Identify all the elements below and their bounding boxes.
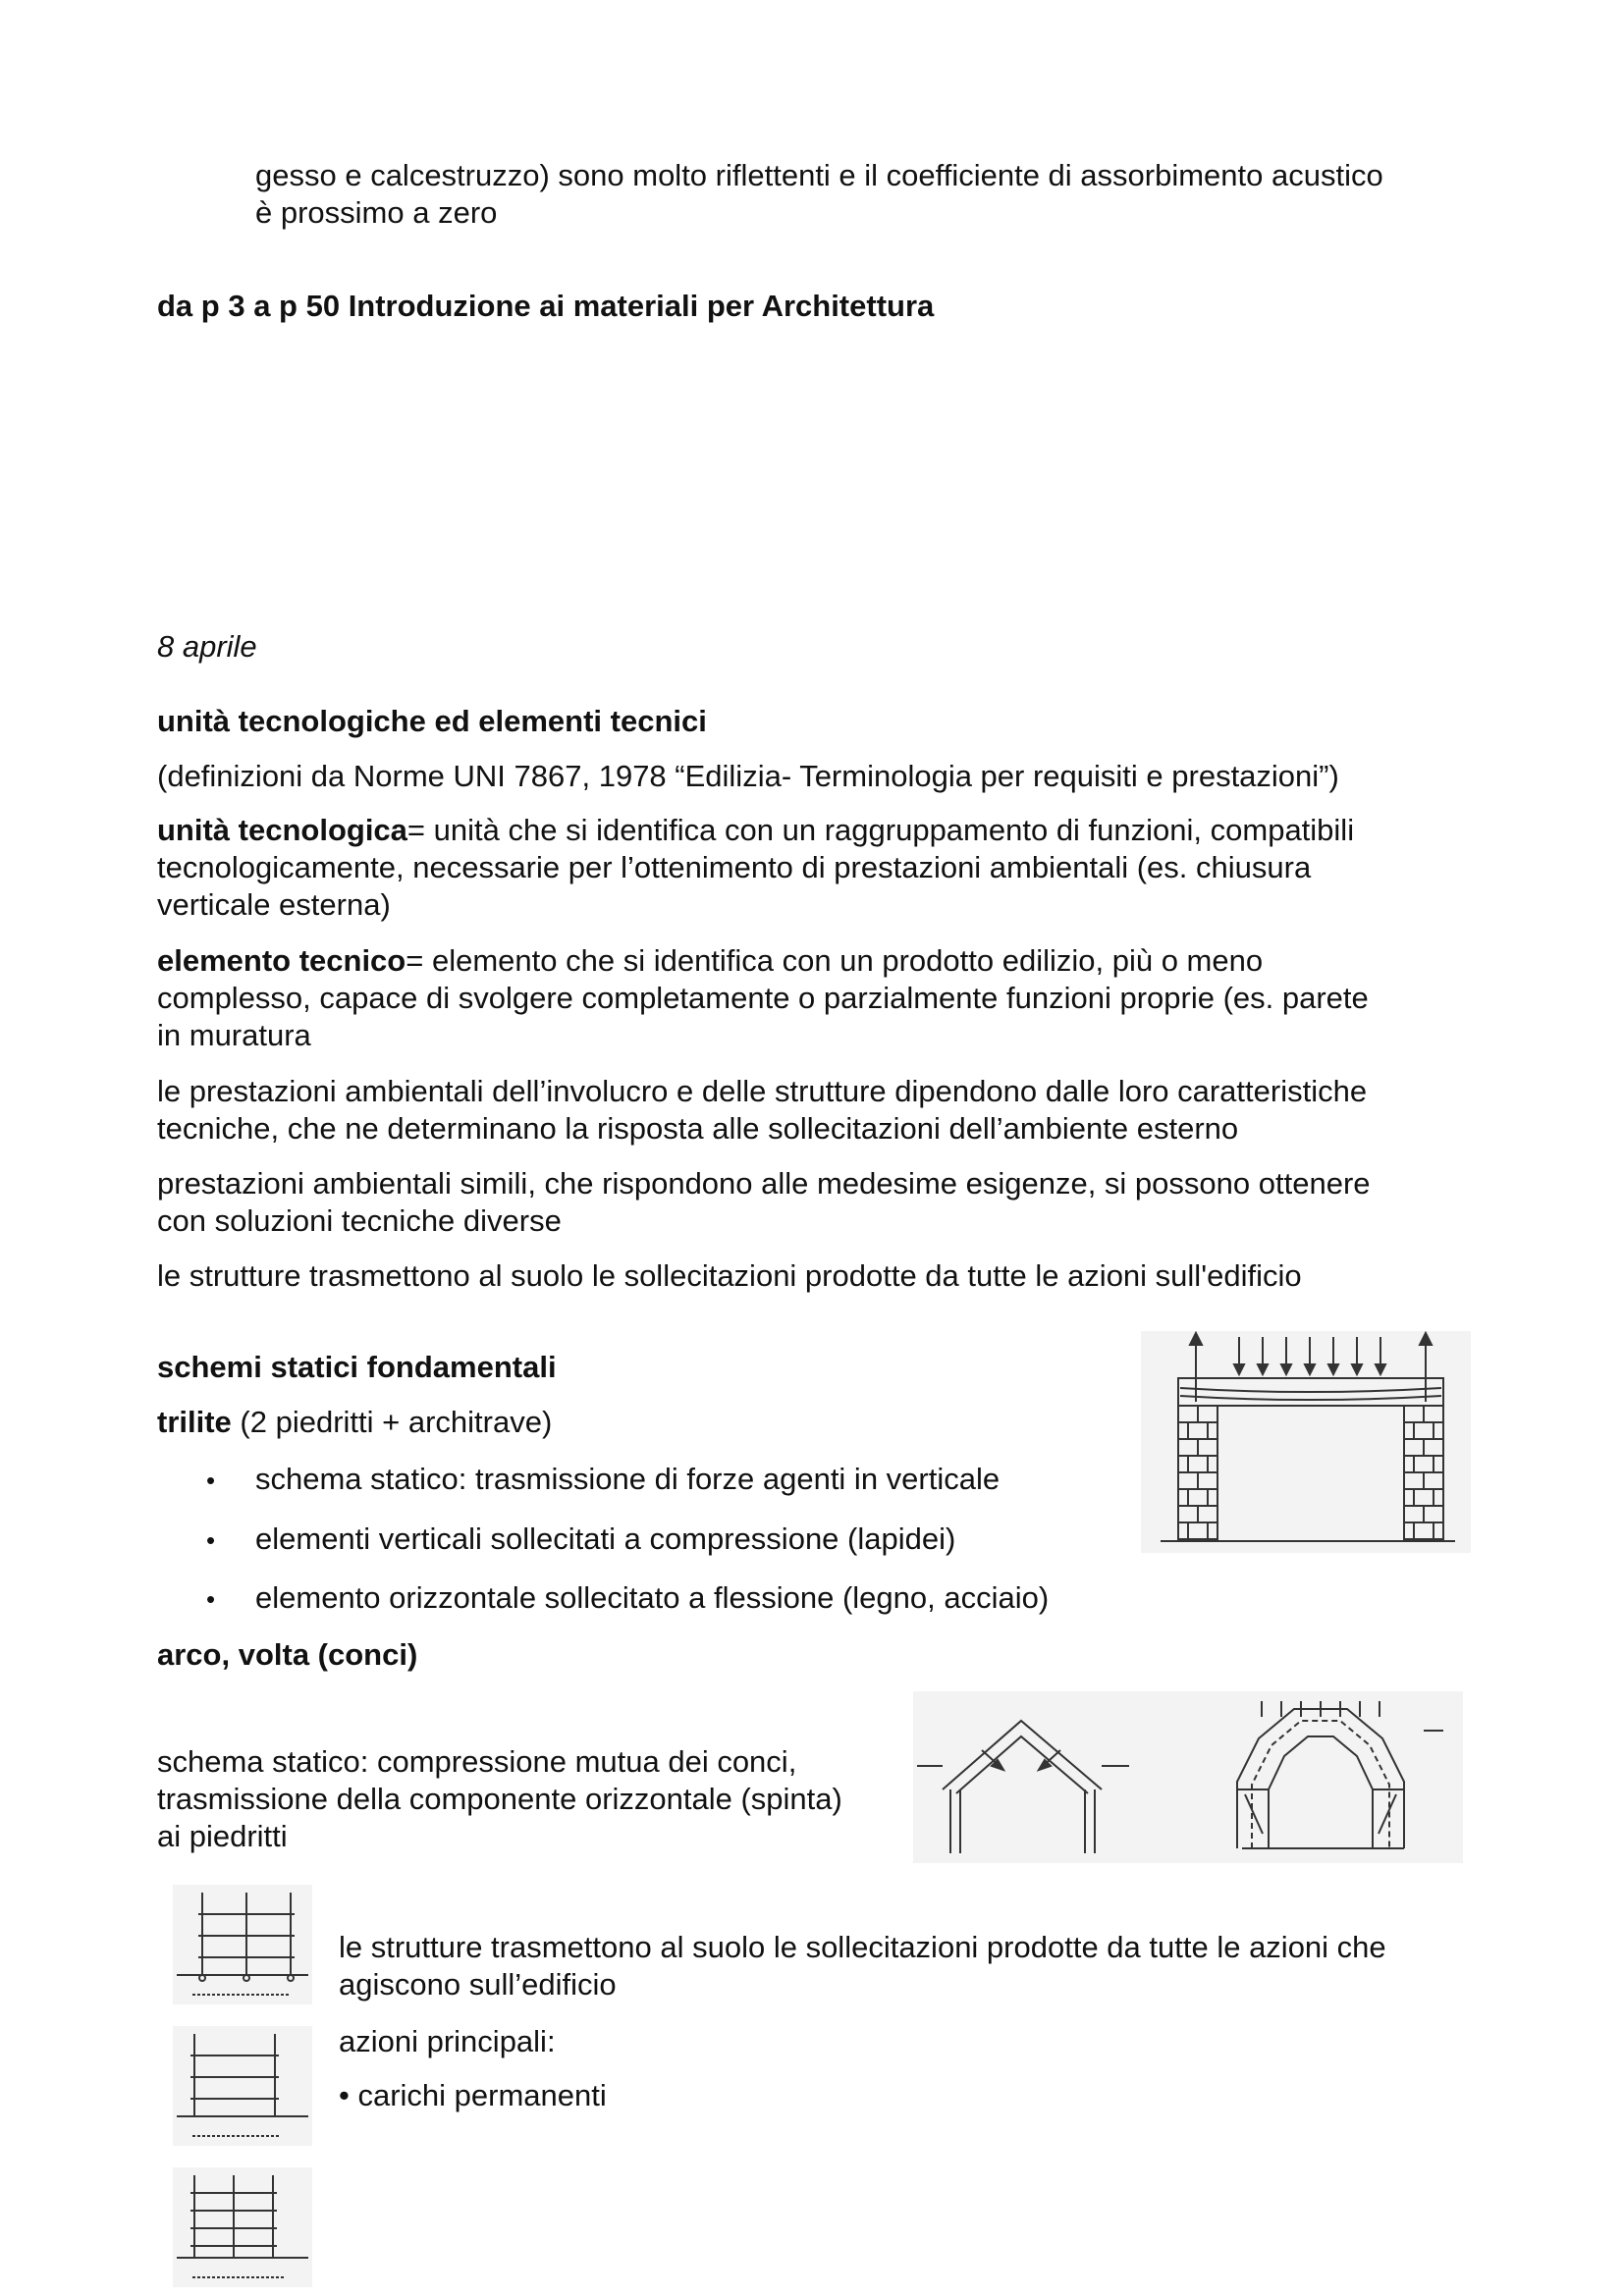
unit-definition-line-1: [157, 812, 1354, 849]
trilite-line: [157, 1404, 552, 1441]
frame-figure-1: [173, 1885, 312, 2004]
frame-diagram-1: [173, 1885, 312, 2004]
performance-line-2: tecniche, che ne determinano la risposta alle sollecitazioni dell’ambiente esterno: [157, 1111, 1239, 1146]
arch-line-2: trasmissione della componente orizzontale (spinta): [157, 1782, 842, 1816]
intro-line-1: gesso e calcestruzzo) sono molto riflettenti e il coefficiente di assorbimento acustico: [255, 158, 1383, 192]
loads-line-1: le strutture trasmettono al suolo le sollecitazioni prodotte da tutte le azioni che: [339, 1930, 1386, 1964]
performance-line-1: le prestazioni ambientali dell’involucro e delle strutture dipendono dalle loro caratteristiche: [157, 1074, 1368, 1108]
arch-line-1: schema statico: compressione mutua dei conci,: [157, 1744, 797, 1779]
bullet-item: elementi verticali sollecitati a compressione (lapidei): [255, 1522, 956, 1556]
element-definition-line-1: [157, 942, 1263, 980]
units-heading: unità tecnologiche ed elementi tecnici: [157, 704, 707, 738]
frame-figure-2: [173, 2026, 312, 2146]
schemes-heading: schemi statici fondamentali: [157, 1350, 557, 1384]
frame-diagram-3: [173, 2167, 312, 2287]
arch-line-3: ai piedritti: [157, 1819, 288, 1853]
trilite-term: trilite: [157, 1405, 232, 1439]
bullet-icon: •: [206, 1584, 216, 1614]
trilite-diagram: [1141, 1331, 1471, 1553]
unit-definition-line-2: tecnologicamente, necessarie per l’ottenimento di prestazioni ambientali (es. chiusura: [157, 850, 1312, 884]
bullet-icon: •: [206, 1466, 216, 1495]
arch-heading: arco, volta (conci): [157, 1637, 418, 1672]
similar-line-2: con soluzioni tecniche diverse: [157, 1203, 562, 1238]
bullet-item: schema statico: trasmissione di forze agenti in verticale: [255, 1462, 1001, 1496]
unit-definition-line-3: verticale esterna): [157, 887, 391, 922]
bullet-icon: •: [206, 1525, 216, 1555]
frame-diagram-2: [173, 2026, 312, 2146]
element-definition-line-3: in muratura: [157, 1018, 311, 1052]
date-label: 8 aprile: [157, 629, 257, 664]
trilite-figure: [1141, 1331, 1471, 1553]
permanent-loads-item: • carichi permanenti: [339, 2078, 607, 2112]
intro-line-2: è prossimo a zero: [255, 195, 498, 230]
element-term: elemento tecnico: [157, 943, 406, 978]
unit-term: unità tecnologica: [157, 813, 407, 847]
arch-figure: [913, 1691, 1463, 1863]
bullet-item: elemento orizzontale sollecitato a flessione (legno, acciaio): [255, 1580, 1050, 1615]
trilite-desc: (2 piedritti + architrave): [231, 1405, 553, 1439]
unit-def-1: = unità che si identifica con un raggruppamento di funzioni, compatibili: [406, 813, 1355, 847]
arch-diagram: [913, 1691, 1463, 1863]
definitions-source: (definizioni da Norme UNI 7867, 1978 “Edilizia- Terminologia per requisiti e prestazioni”): [157, 759, 1339, 793]
section-pages-heading: da p 3 a p 50 Introduzione ai materiali per Architettura: [157, 289, 935, 323]
element-definition-line-2: complesso, capace di svolgere completamente o parzialmente funzioni proprie (es. parete: [157, 981, 1369, 1015]
loads-line-2: agiscono sull’edificio: [339, 1967, 617, 2002]
main-actions-label: azioni principali:: [339, 2024, 556, 2058]
similar-line-1: prestazioni ambientali simili, che rispondono alle medesime esigenze, si possono ottenere: [157, 1166, 1371, 1201]
structures-paragraph: le strutture trasmettono al suolo le sollecitazioni prodotte da tutte le azioni sull'edificio: [157, 1258, 1302, 1293]
frame-figure-3: [173, 2167, 312, 2287]
element-def-1: = elemento che si identifica con un prodotto edilizio, più o meno: [406, 943, 1264, 978]
